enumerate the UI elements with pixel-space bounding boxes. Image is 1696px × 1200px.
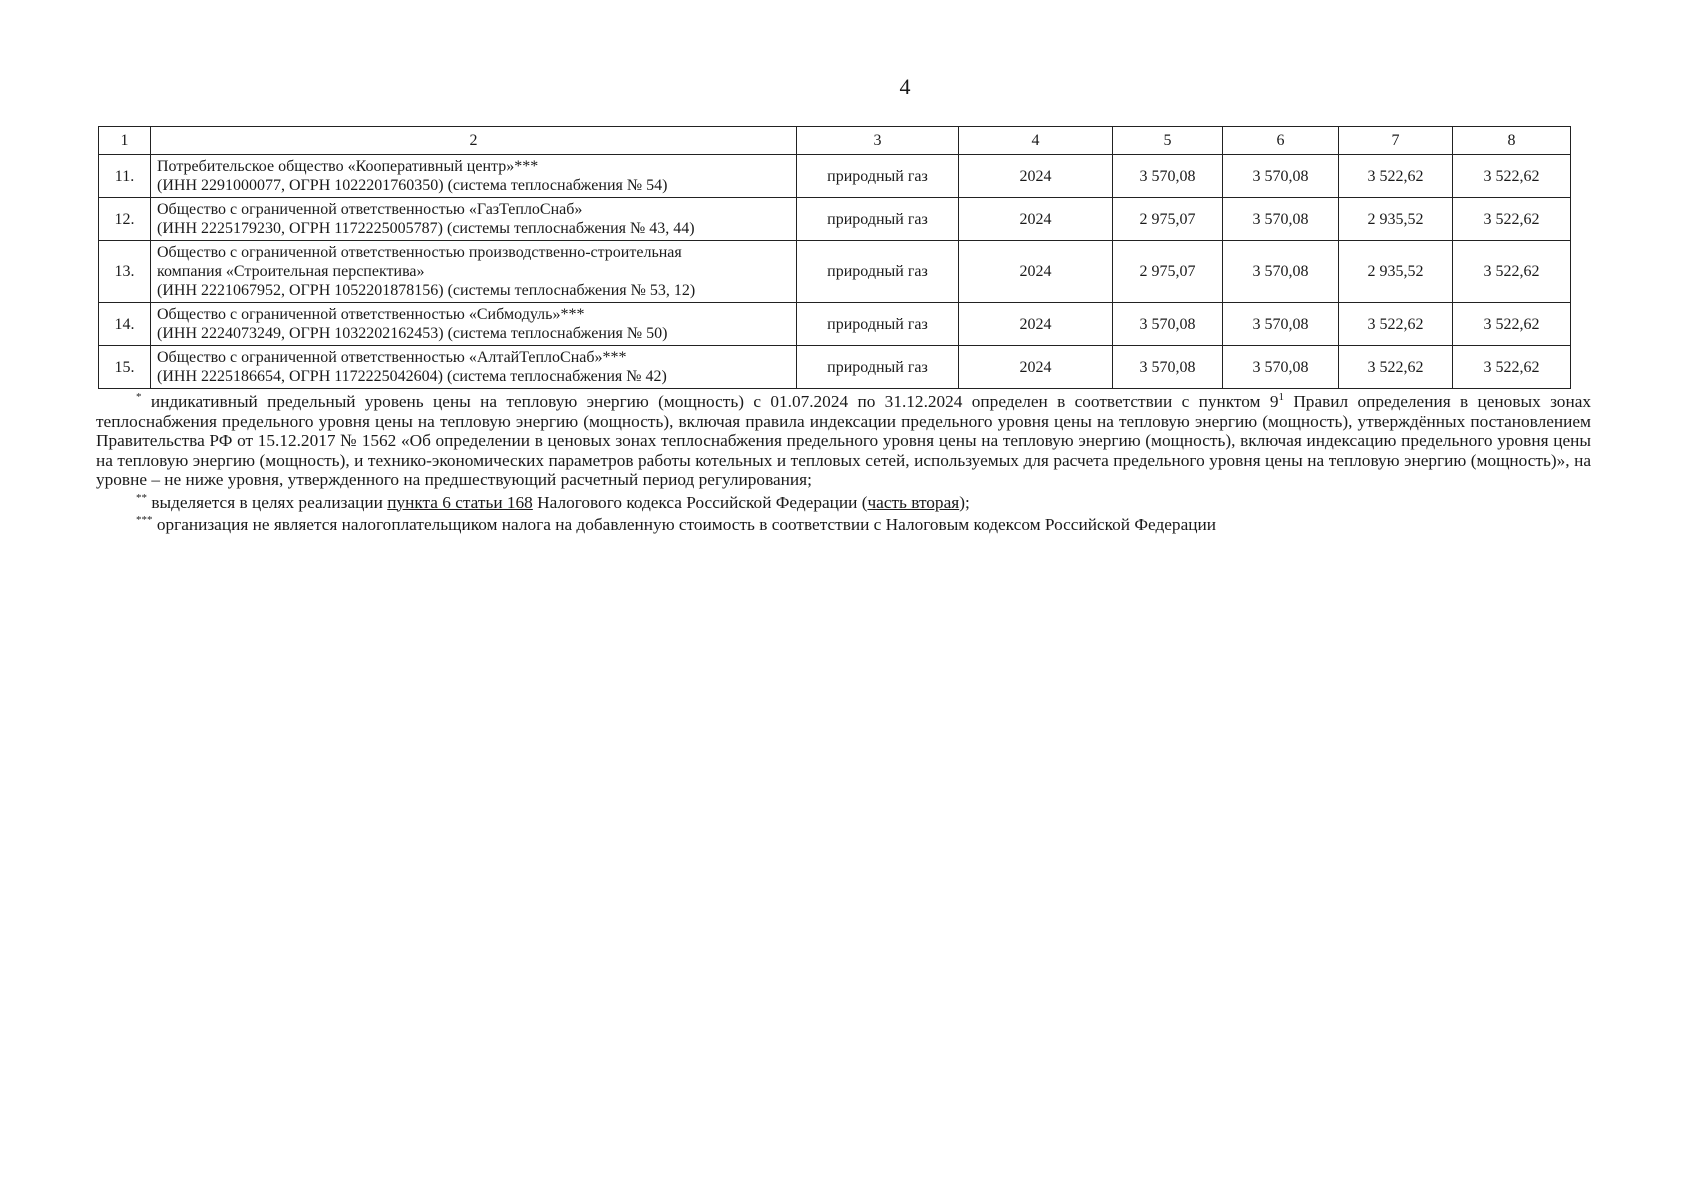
value-cell: 3 522,62 xyxy=(1453,346,1571,389)
organization-name: Потребительское общество «Кооперативный центр»*** xyxy=(157,158,539,175)
organization-ids: (ИНН 2291000077, ОГРН 1022201760350) (система теплоснабжения № 54) xyxy=(157,177,668,194)
table-row xyxy=(99,198,1571,241)
value-cell: 3 522,62 xyxy=(1453,241,1571,303)
organization-cell xyxy=(151,241,797,303)
fuel-type: природный газ xyxy=(797,346,959,389)
row-number: 14. xyxy=(99,303,151,346)
organization-ids: (ИНН 2225186654, ОГРН 1172225042604) (система теплоснабжения № 42) xyxy=(157,368,667,385)
table-row xyxy=(99,346,1571,389)
footnote-text: ); xyxy=(959,492,970,512)
organization-ids: (ИНН 2221067952, ОГРН 1052201878156) (системы теплоснабжения № 53, 12) xyxy=(157,282,696,299)
fuel-type: природный газ xyxy=(797,241,959,303)
footnote-text: выделяется в целях реализации xyxy=(147,492,388,512)
value-cell: 3 570,08 xyxy=(1113,346,1223,389)
value-cell: 2 975,07 xyxy=(1113,198,1223,241)
organization-ids: (ИНН 2224073249, ОГРН 1032202162453) (система теплоснабжения № 50) xyxy=(157,325,668,342)
organization-name: Общество с ограниченной ответственностью производственно-строительная xyxy=(157,244,682,261)
organization-name: Общество с ограниченной ответственностью «АлтайТеплоСнаб»*** xyxy=(157,349,627,366)
value-cell: 3 522,62 xyxy=(1339,155,1453,198)
value-cell: 3 570,08 xyxy=(1113,303,1223,346)
organization-name: Общество с ограниченной ответственностью «Сибмодуль»*** xyxy=(157,306,585,323)
footnote-text: индикативный предельный уровень цены на тепловую энергию (мощность) с 01.07.2024 по 31.12.2024 определен в соответствии с пунктом 9 xyxy=(141,392,1279,411)
tax-code-part-link[interactable]: часть вторая xyxy=(867,492,960,512)
row-number: 12. xyxy=(99,198,151,241)
column-number: 6 xyxy=(1223,127,1339,155)
year-cell: 2024 xyxy=(959,198,1113,241)
organization-ids: (ИНН 2225179230, ОГРН 1172225005787) (системы теплоснабжения № 43, 44) xyxy=(157,220,695,237)
footnote-superscript: 1 xyxy=(1278,391,1284,403)
column-number: 4 xyxy=(959,127,1113,155)
value-cell: 3 570,08 xyxy=(1223,241,1339,303)
tariff-table xyxy=(98,126,1571,389)
footnotes xyxy=(96,392,1591,535)
value-cell: 2 935,52 xyxy=(1339,241,1453,303)
row-number: 11. xyxy=(99,155,151,198)
year-cell: 2024 xyxy=(959,303,1113,346)
row-number: 15. xyxy=(99,346,151,389)
column-number: 2 xyxy=(151,127,797,155)
table-row xyxy=(99,303,1571,346)
fuel-type: природный газ xyxy=(797,198,959,241)
column-number: 1 xyxy=(99,127,151,155)
value-cell: 3 570,08 xyxy=(1223,303,1339,346)
table-row xyxy=(99,155,1571,198)
value-cell: 2 975,07 xyxy=(1113,241,1223,303)
table-row xyxy=(99,241,1571,303)
organization-name-cont: компания «Строительная перспектива» xyxy=(157,263,425,280)
footnote-text: организация не является налогоплательщиком налога на добавленную стоимость в соответствии с Налоговым кодексом Российской Федерации xyxy=(152,515,1216,534)
value-cell: 3 570,08 xyxy=(1113,155,1223,198)
column-number: 3 xyxy=(797,127,959,155)
organization-cell xyxy=(151,303,797,346)
law-reference-link[interactable]: пункта 6 статьи 168 xyxy=(387,492,533,512)
footnote-2 xyxy=(96,493,1591,513)
fuel-type: природный газ xyxy=(797,303,959,346)
value-cell: 3 522,62 xyxy=(1339,303,1453,346)
column-number: 7 xyxy=(1339,127,1453,155)
value-cell: 3 522,62 xyxy=(1339,346,1453,389)
year-cell: 2024 xyxy=(959,346,1113,389)
organization-cell xyxy=(151,198,797,241)
footnote-marker: *** xyxy=(136,514,153,526)
year-cell: 2024 xyxy=(959,241,1113,303)
year-cell: 2024 xyxy=(959,155,1113,198)
footnote-text: Правил определения в ценовых зонах теплоснабжения предельного уровня цены на тепловую энергию (мощность), включая правила индексации предельного уровня цены на тепловую энергию (мощность), утверждённых постановлением Правительства РФ от 15.12.2017 № 1562 «Об определении в ценовых зонах теплоснабжения предельного уровня цены на тепловую энергию (мощность), включая индексацию предельного уровня цены на тепловую энергию (мощность), и технико-экономических параметров работы котельных и тепловых сетей, используемых для расчета предельного уровня цены на тепловую энергию (мощность)», на уровне – не ниже уровня, утвержденного на предшествующий расчетный период регулирования; xyxy=(96,392,1592,489)
page-number: 4 xyxy=(899,74,911,99)
value-cell: 2 935,52 xyxy=(1339,198,1453,241)
footnote-3 xyxy=(96,515,1591,535)
value-cell: 3 522,62 xyxy=(1453,155,1571,198)
footnote-marker: ** xyxy=(136,491,147,504)
value-cell: 3 570,08 xyxy=(1223,198,1339,241)
column-number: 5 xyxy=(1113,127,1223,155)
row-number: 13. xyxy=(99,241,151,303)
value-cell: 3 570,08 xyxy=(1223,346,1339,389)
footnote-text: Налогового кодекса Российской Федерации ( xyxy=(532,492,868,512)
column-number: 8 xyxy=(1453,127,1571,155)
organization-cell xyxy=(151,346,797,389)
organization-cell xyxy=(151,155,797,198)
value-cell: 3 522,62 xyxy=(1453,198,1571,241)
value-cell: 3 570,08 xyxy=(1223,155,1339,198)
value-cell: 3 522,62 xyxy=(1453,303,1571,346)
organization-name: Общество с ограниченной ответственностью «ГазТеплоСнаб» xyxy=(157,201,583,218)
fuel-type: природный газ xyxy=(797,155,959,198)
footnote-1 xyxy=(96,392,1591,490)
column-number-row xyxy=(99,127,1571,155)
footnote-marker: * xyxy=(136,391,142,403)
